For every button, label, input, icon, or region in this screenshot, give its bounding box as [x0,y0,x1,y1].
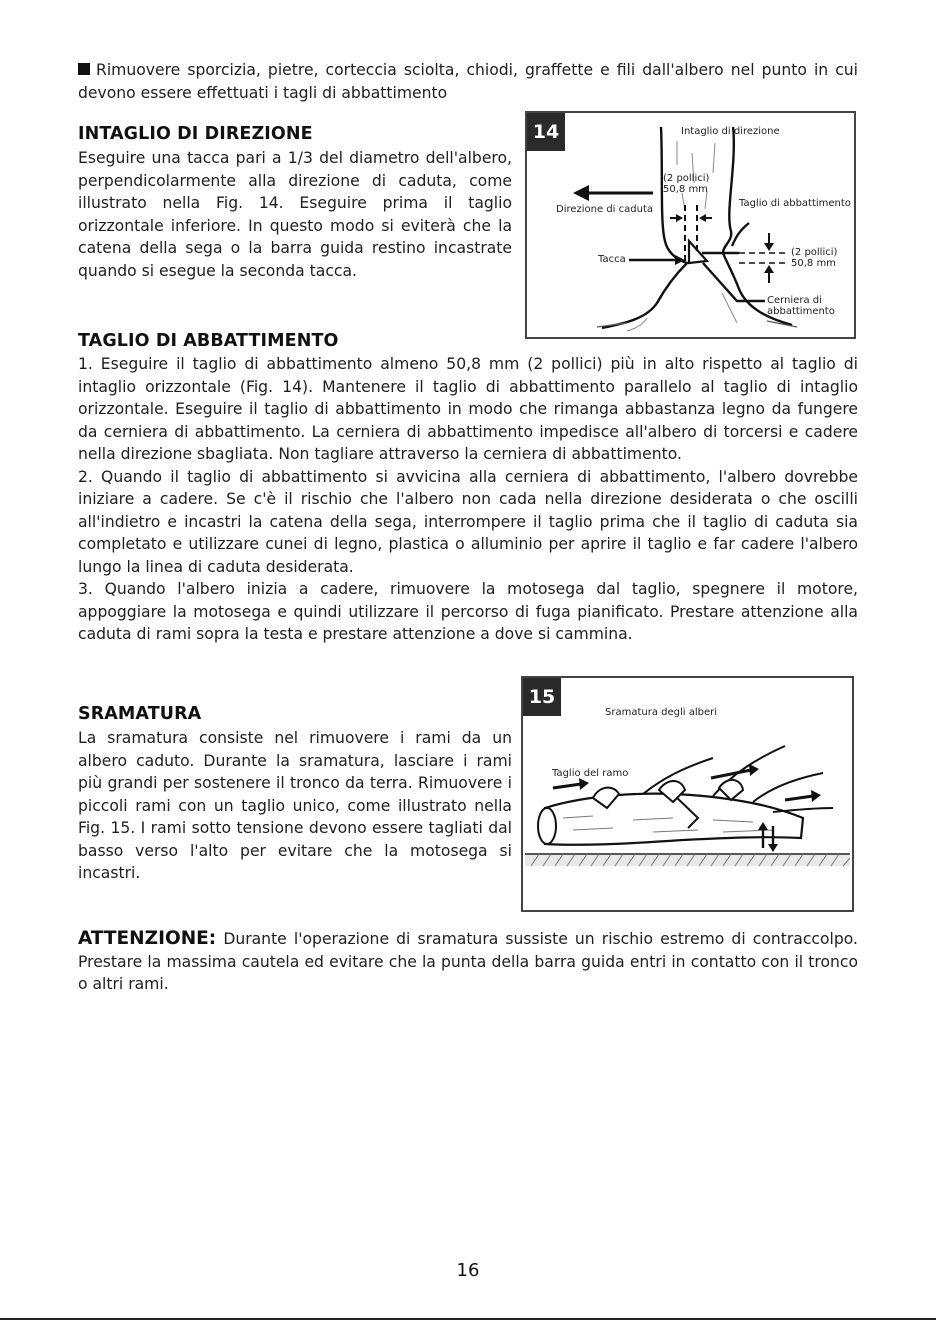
list-item: 1. Eseguire il taglio di abbattimento almeno 50,8 mm (2 pollici) più in alto rispetto al taglio di intaglio orizzontale (Fig. 14). Mantenere il taglio di abbattimento parallelo al taglio di intaglio orizzontale. Eseguire il taglio di abbattimento in modo che rimanga abbastanza legno da fungere da cerniera di abbattimento. La cerniera di abbattimento impedisce all'albero di torcersi e cadere nella direzione sbagliata. Non tagliare attraverso la cerniera di abbattimento. [78,355,858,463]
intro-bullet-text: Rimuovere sporcizia, pietre, corteccia sciolta, chiodi, graffette e fili dall'albero nel punto in cui devono essere effettuati i tagli di abbattimento [78,61,858,102]
label-pollici-top-2: 50,8 mm [663,184,708,195]
label-pollici-right-2: 50,8 mm [791,258,836,269]
square-bullet-icon [78,63,90,75]
paragraph-sramatura: La sramatura consiste nel rimuovere i rami da un albero caduto. Durante la sramatura, lasciare i rami più grandi per sostenere il tronco da terra. Rimuovere i piccoli rami con un taglio unico, come illustrato nella Fig. 15. I rami sotto tensione devono essere tagliati dal basso verso l'alto per evitare che la motosega si incastri. [78,729,512,882]
label-pollici-right-1: (2 pollici) [791,247,838,258]
intro-bullet [78,59,858,104]
label-tacca: Tacca [598,254,626,265]
label-intaglio-di-direzione: Intaglio di direzione [681,126,780,137]
label-pollici-top-1: (2 pollici) [663,173,710,184]
figure-15 [521,676,854,912]
page-number: 16 [456,1260,480,1281]
heading-intaglio: INTAGLIO DI DIREZIONE [78,124,313,144]
heading-taglio-abbattimento: TAGLIO DI ABBATTIMENTO [78,331,339,351]
list-item: 2. Quando il taglio di abbattimento si avvicina alla cerniera di abbattimento, l'albero dovrebbe iniziare a cadere. Se c'è il rischio che l'albero non cada nella direzione desiderata o che oscilli all'indietro e incastri la catena della sega, interrompere il taglio prima che il taglio di caduta sia completato e utilizzare cunei di legno, plastica o alluminio per aprire il taglio e far cadere l'albero lungo la linea di caduta desiderata. [78,467,858,576]
label-cerniera-2: abbattimento [767,306,835,317]
label-taglio-del-ramo: Taglio del ramo [552,768,629,779]
figure-14 [525,111,856,339]
paragraph-intaglio: Eseguire una tacca pari a 1/3 del diametro dell'albero, perpendicolarmente alla direzione di caduta, come illustrato nella Fig. 14. Eseguire prima il taglio orizzontale inferiore. In questo modo si eviterà che la catena della sega o la barra guida restino incastrate quando si esegue la seconda tacca. [78,149,512,280]
label-taglio-di-abbattimento: Taglio di abbattimento [739,198,851,209]
list-item: 3. Quando l'albero inizia a cadere, rimuovere la motosega dal taglio, spegnere il motore, appoggiare la motosega e quindi utilizzare il percorso di fuga pianificato. Prestare attenzione alla caduta di rami sopra la testa e prestare attenzione a dove si cammina. [78,580,858,643]
figure-number-14: 14 [527,113,565,151]
label-sramatura-degli-alberi: Sramatura degli alberi [605,707,718,718]
label-cerniera-1: Cerniera di [767,295,822,306]
figure-number-15: 15 [523,678,561,716]
taglio-abbattimento-list [78,353,858,646]
warning-text: Durante l'operazione di sramatura sussiste un rischio estremo di contraccolpo. Prestare la massima cautela ed evitare che la punta della barra guida entri in contatto con il tronco o altri rami. [78,930,858,993]
label-direzione-di-caduta: Direzione di caduta [556,204,654,215]
warning-paragraph [78,928,858,996]
bottom-rule [0,1318,936,1320]
warning-label: ATTENZIONE: [78,928,217,949]
heading-sramatura: SRAMATURA [78,704,202,724]
